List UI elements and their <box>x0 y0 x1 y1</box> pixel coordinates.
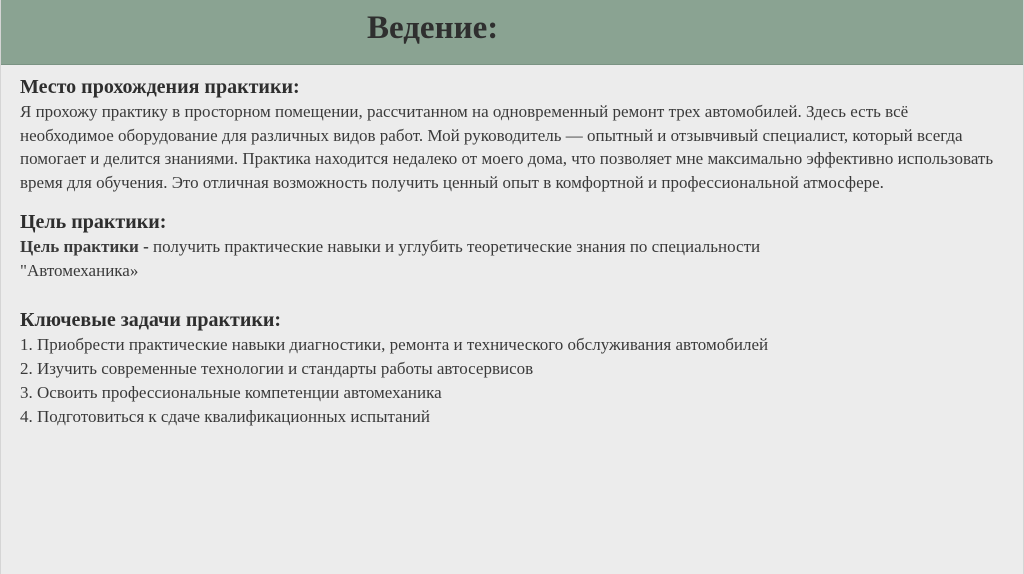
task-item: 1. Приобрести практические навыки диагностики, ремонта и технического обслуживания автомобилей <box>20 335 769 354</box>
spacer <box>20 282 1010 307</box>
task-item: 3. Освоить профессиональные компетенции автомеханика <box>20 383 442 402</box>
place-section <box>20 74 1010 194</box>
task-item: 4. Подготовиться к сдаче квалификационных испытаний <box>20 407 431 426</box>
goal-bold-prefix: Цель практики - <box>20 237 149 256</box>
tasks-heading: Ключевые задачи практики: <box>20 309 282 331</box>
place-text: Я прохожу практику в просторном помещении, рассчитанном на одновременный ремонт трех автомобилей. Здесь есть всё необходимое оборудование для различных видов работ. Мой руководитель — опытный и отзывчивый специалист, который всегда помогает и делится знаниями. Практика находится недалеко от моего дома, что позволяет мне максимально эффективно использовать время для обучения. Это отличная возможность получить ценный опыт в комфортной и профессиональной атмосфере. <box>20 102 994 192</box>
place-heading: Место прохождения практики: <box>20 76 300 98</box>
task-item: 2. Изучить современные технологии и стандарты работы автосервисов <box>20 359 534 378</box>
goal-text <box>20 235 870 282</box>
tasks-section <box>20 307 1010 429</box>
goal-heading: Цель практики: <box>20 211 167 233</box>
slide-title: Ведение: <box>367 10 499 46</box>
title-band <box>1 0 1023 65</box>
goal-section <box>20 209 1010 282</box>
spacer <box>20 194 1010 209</box>
slide-content <box>20 74 1010 429</box>
goal-body: получить практические навыки и углубить теоретические знания по специальности "Автомеханика» <box>20 237 761 280</box>
